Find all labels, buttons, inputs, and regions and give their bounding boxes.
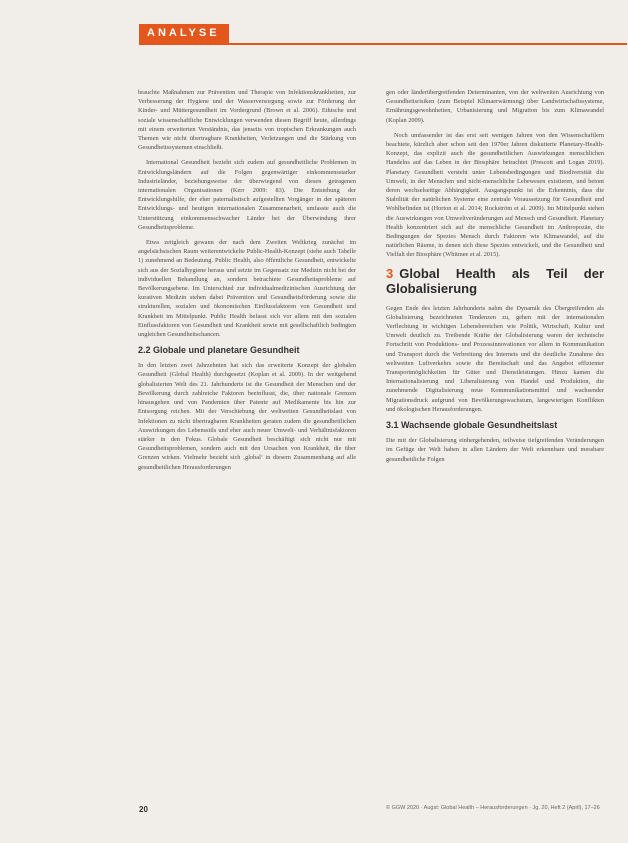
paragraph: Etwa zeitgleich gewann der nach dem Zweiten Weltkrieg zunächst im angelsächsischen Raum weiterentwickelte Public-Health-Konzept (siehe auch Tabelle 1) zunehmend an Bedeutung. Public Health, also öffentliche Gesundheit, entwickelte sich aus der Sozialhygiene heraus und setzte im Gegensatz zur Medizin nicht bei der individuellen Behandlung an, sondern betrachtete Gesundheitsprobleme auf Bevölkerungsebene. Im Unterschied zur individualmedizinischen Ausrichtung der kurativen Medizin stehen dabei Prävention und Gesundheitsförderung sowie die strukturellen, sozialen und ökonomischen Einflussfaktoren von Gesundheit und Krankheit im Mittelpunkt. Public Health befasst sich vor allem mit den sozialen Einflussfaktoren von Gesundheit und Krankheit sowie mit gesellschaftlich bedingten ungleichen Gesundheitschancen. (138, 239, 356, 339)
paragraph: gen oder länderübergreifenden Determinanten, von der weltweiten Ausrichtung von Gesundheitsrisiken (zum Beispiel Klimaerwärmung) über Landwirtschaftssysteme, Ernährungsgewohnheiten, Urbanisierung und Migration bis zum Klimawandel (Koplan 2009). (386, 89, 604, 124)
page-number: 20 (139, 805, 148, 814)
paragraph: Die mit der Globalisierung einhergehenden, teilweise tiefgreifenden Veränderungen im Gefüge der Welt haben in allen Ländern der Welt erkennbare und messbare gesundheitliche Folgen (386, 437, 604, 463)
section-tab: ANALYSE (139, 24, 229, 43)
footer-reference: © GGW 2020 · Augst: Global Health – Herausforderungen · Jg. 20, Heft 2 (April), 17–26 (386, 805, 600, 811)
paragraph: Noch umfassender ist das erst seit wenigen Jahren von den Wissenschaftlern beachtete, kürzlich aber schon seit den 1970er Jahren diskutierte Planetary-Health-Konzept, das explizit auch die gesundheitlichen Auswirkungen menschlichen Handelns auf das Leben in der Biosphäre betrachtet (Prescott and Logan 2019). Planetary Gesundheit versteht unter Lebensbedingungen und Biodiversität die Umwelt, in der Menschen und nicht-menschliche Lebewesen existieren, und betont deren wechselseitige Abhängigkeit. Ausgangspunkt ist die Erkenntnis, dass die Stabilität der natürlichen Systeme eine zentrale Voraussetzung für Gesundheit und Wohlbefinden ist (Horton et al. 2014; Rockström et al. 2009). Im Mittelpunkt stehen die Auswirkungen von Umweltveränderungen auf Mensch und Gesundheit. Planetary Health konzentriert sich auf die menschliche Gesundheit im Anthropozän, die Bedingungen der Spezies Mensch durch Faktoren wie Klimawandel, auf die natürlichen Räume, in denen sich diese Spezies entwickelt, und die Gesundheit und Vielfalt der Biosphäre (Whitmee et al. 2015). (386, 131, 604, 259)
section-heading (386, 266, 604, 296)
paragraph: In den letzten zwei Jahrzehnten hat sich das erweiterte Konzept der globalen Gesundheit (Global Health) durchgesetzt (Koplan et al. 2009). In der weitgehend globalisierten Welt des 21. Jahrhunderts ist die Gesundheit der Menschen und der Bevölkerung durch zahlreiche Faktoren beeinflusst, die, über nationale Grenzen hinausgehen und von Pandemien über Patente auf Medikamente bis hin zur Entsorgung reichen. Mit der Verschiebung der weltweiten Gesundheitslast von Infektionen zu nicht übertragbaren Krankheiten geraten zudem die gesundheitlichen Auswirkungen des Lebensstils und eher auch neuer Umwelt- und Verhältnisfaktoren stärker in den Fokus. Globale Gesundheit beschäftigt sich nicht nur mit Gesundheitsproblemen, sondern auch mit den Ursachen von Krankheit, die über Grenzen wirken. Vielmehr bezieht sich ‚global‘ in diesem Zusammenhang auf alle gesundheitlichen Herausforderungen (138, 362, 356, 471)
paragraph: brauchte Maßnahmen zur Prävention und Therapie von Infektionskrankheiten, zur Verbesserung der Hygiene und der Wasserversorgung sowie zur Förderung der Kinder- und Müttergesundheit im Vordergrund (Brown et al. 2006). Ethische und soziale wissenschaftliche Entwicklungen verwenden diesen Begriff heute, allerdings mit einem erweiterten Verständnis, das jenseits von tropischen Erkrankungen auch Themen wie nicht übertragbare Krankheiten, Verletzungen und die Stärkung von Gesundheitssystemen einschließt. (138, 89, 356, 152)
right-column (386, 88, 604, 470)
left-column (138, 88, 356, 478)
paragraph: Gegen Ende des letzten Jahrhunderts nahm die Dynamik des Übergreifenden als Globalisierung bezeichneten Tendenzen zu, gehen mit der internationalen Verflechtung in wichtigen Lebensbereichen wie Politik, Wirtschaft, Kultur und Umwelt deutlich zu. Treibende Kräfte der Globalisierung waren der technische Fortschritt von Produktions- und Prozessinnovationen vor allem in Kommunikation und Transport durch die Verbreitung des Internets und die deutliche Zunahme des weltweiten Luftverkehrs sowie die Bereitschaft und das Angebot effizienter Transportmöglichkeiten für Güter und Dienstleistungen. Hinzu kamen die Internationalisierung und Liberalisierung von Handel und Produktion, die zunehmende Digitalisierung neue Kommunikationsmittel und wachsender Migrationsdruck aufgrund von Bevölkerungswachstum, langewierigen Konflikten und ökologischen Herausforderungen. (386, 304, 604, 413)
section-title: Global Health als Teil der Globalisierung (386, 265, 604, 296)
paragraph: International Gesundheit bezieht sich zudem auf gesundheitliche Problemen in Entwicklungsländern auf die Folgen gegenwärtiger einkommensstarker Industrieländer, beziehungsweise der überwiegend von diesen getragenen internationalen Organisationen (Kerr 2009: 83). Die Entstehung der Entwicklungshilfe, der eher paternalistisch aufgestellten Vorgänger in der späteren Entwicklungs- und heutigen internationalen Zusammenarbeit, umfasste auch die Unterstützung einkommensschwacher Länder bei der Überwindung ihrer Gesundheitsprobleme. (138, 159, 356, 231)
subsection-heading: 2.2 Globale und planetare Gesundheit (138, 345, 300, 356)
section-number: 3 (386, 265, 394, 281)
header-rule (139, 43, 627, 45)
subsection-heading: 3.1 Wachsende globale Gesundheitslast (386, 420, 558, 431)
